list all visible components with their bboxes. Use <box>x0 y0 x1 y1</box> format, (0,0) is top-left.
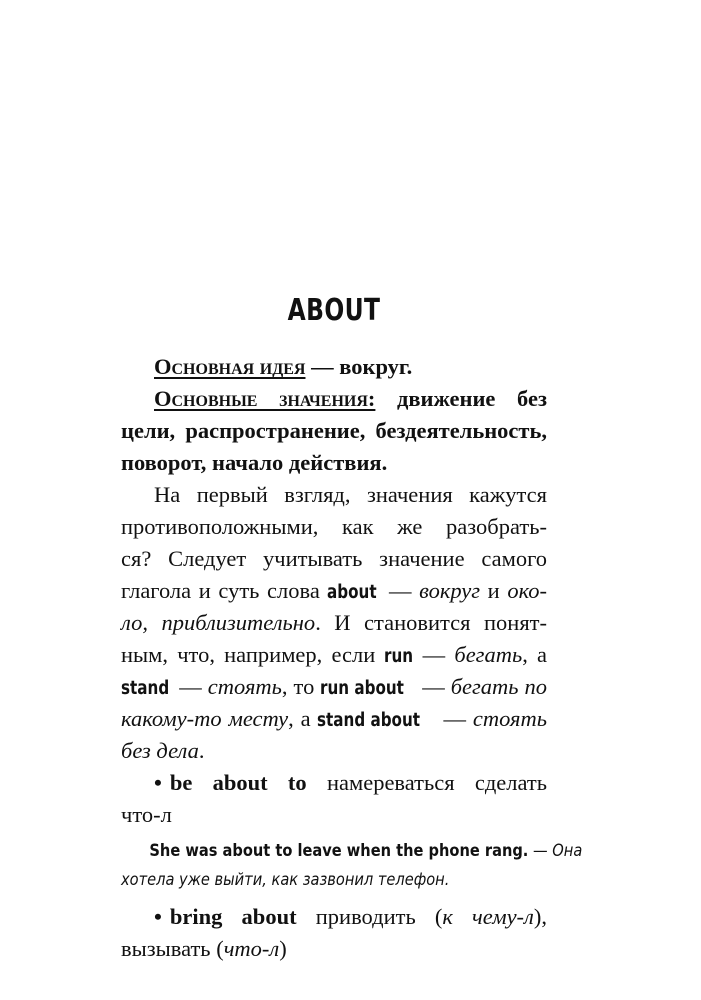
translation: вокруг <box>419 578 481 603</box>
text-fragment: — <box>436 706 473 731</box>
translation: без дела <box>121 738 199 763</box>
entry-meaning: намереваться сделать <box>326 770 547 795</box>
translation: стоять <box>207 674 282 699</box>
text-fragment: — <box>381 578 420 603</box>
entry-meaning-cont <box>121 933 547 965</box>
entry-meaning: ) <box>279 936 287 961</box>
paragraph-line-6 <box>121 639 547 671</box>
translation: какому-то месту <box>121 706 289 731</box>
paragraph-line-4 <box>121 575 547 607</box>
meanings-line-1 <box>121 383 547 415</box>
translation: око- <box>507 578 547 603</box>
paragraph-line-2: противоположными, как же разобрать- <box>121 514 547 539</box>
paragraph-line-8 <box>121 703 547 735</box>
text-fragment: . <box>198 738 205 763</box>
entry-heading: ABOUT <box>287 293 381 328</box>
english-word: run about <box>320 678 405 699</box>
text-fragment: — <box>413 642 455 667</box>
meanings-line-2: цели, распространение, бездеятельность, <box>121 418 547 443</box>
meanings-label: Основные значения: <box>154 386 376 411</box>
text-fragment: , а <box>522 642 548 667</box>
entry-meaning: ), <box>533 904 547 929</box>
entry-bring-about <box>121 901 547 933</box>
text-fragment: глагола и суть слова <box>121 578 328 603</box>
entry-meaning: вызывать ( <box>121 936 224 961</box>
entry-phrase: be about to <box>169 770 307 795</box>
example-english: She was about to leave when the phone rang. <box>149 841 529 861</box>
entry-meaning-italic: что-л <box>223 936 280 961</box>
paragraph-line-5 <box>121 607 547 639</box>
example-russian: Она <box>552 841 583 861</box>
entry-phrase: bring about <box>169 904 297 929</box>
example-line-2 <box>121 866 487 895</box>
entry-meaning: приводить ( <box>315 904 443 929</box>
entry-be-about-to <box>121 767 547 799</box>
translation: ло, приблизительно <box>121 610 316 635</box>
english-word: about <box>327 582 377 603</box>
paragraph-line-9 <box>121 735 547 767</box>
meanings-line-3: поворот, начало действия. <box>121 450 388 475</box>
main-idea-text: — вокруг. <box>305 354 413 379</box>
text-fragment: — <box>416 674 451 699</box>
text-fragment: ным, что, например, если <box>121 642 385 667</box>
entry-meaning-italic: к чему-л <box>442 904 534 929</box>
text-fragment: , а <box>288 706 318 731</box>
translation: бегать <box>454 642 523 667</box>
entry-body <box>121 351 583 965</box>
entry-meaning-cont: что-л <box>121 802 172 827</box>
paragraph-line-1: На первый взгляд, значения кажутся <box>154 482 547 507</box>
main-idea-label: Основная идея <box>154 354 306 379</box>
english-word: stand <box>121 678 170 699</box>
english-word: stand about <box>317 710 421 731</box>
translation: стоять <box>472 706 547 731</box>
meanings-text-1: движение без <box>397 386 547 411</box>
bullet-icon: • <box>154 770 162 795</box>
text-fragment: — <box>173 674 208 699</box>
english-word: run <box>384 646 414 667</box>
text-fragment: и <box>480 578 508 603</box>
paragraph-line-7 <box>121 671 547 703</box>
text-fragment: , то <box>281 674 321 699</box>
text-fragment: . И становится понят- <box>315 610 547 635</box>
bullet-icon: • <box>154 904 162 929</box>
translation: бегать по <box>450 674 547 699</box>
example-russian: хотела уже выйти, как зазвонил телефон. <box>121 870 450 890</box>
paragraph-line-3: ся? Следует учитывать значение самого <box>121 546 547 571</box>
main-idea-line <box>121 351 547 383</box>
text-fragment: — <box>528 841 553 861</box>
example-line-1 <box>121 837 583 866</box>
